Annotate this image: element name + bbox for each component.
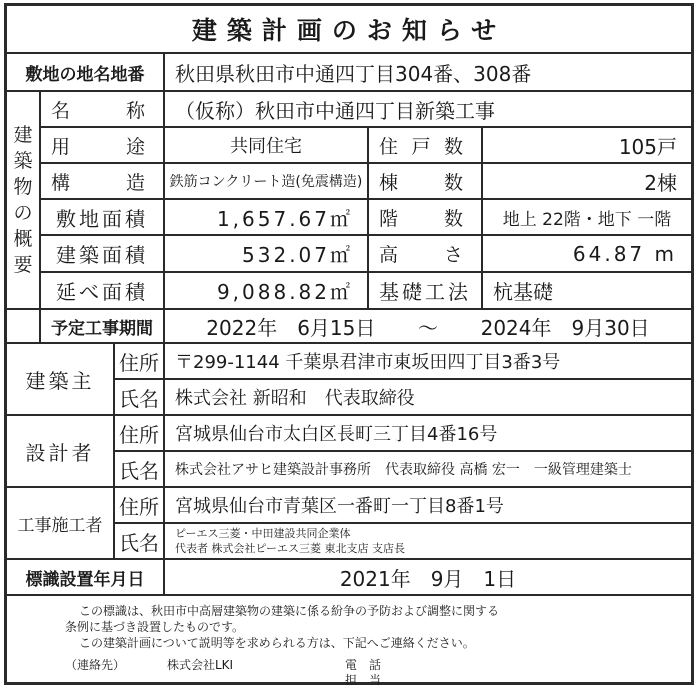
designer-name-text: 株式会社アサヒ建築設計事務所 代表取締役 高橋 宏一 一級管理建築士	[175, 462, 632, 478]
site-label	[7, 54, 165, 92]
designer-address-label-text: 住所	[119, 422, 159, 447]
period-label-text: 予定工事期間	[51, 318, 153, 339]
contractor-name	[165, 524, 691, 560]
overview-char: 建	[13, 124, 33, 146]
floors-label	[369, 200, 483, 236]
structure-label	[41, 164, 165, 200]
designer-name	[165, 452, 691, 488]
overview-char: 要	[13, 254, 33, 276]
owner-address	[165, 344, 691, 380]
contractor-address-label-text: 住所	[119, 494, 159, 519]
notes-section	[7, 596, 691, 687]
overview-char: 物	[13, 176, 33, 198]
period-value	[165, 310, 691, 344]
contractor-label	[7, 488, 115, 560]
phone-label: 電 話	[345, 658, 382, 672]
structure-label-char: 造	[125, 171, 145, 194]
contact-company: 株式会社LKI	[167, 658, 234, 672]
overview-char: の	[13, 202, 33, 224]
owner-address-label	[115, 344, 165, 380]
height-label-char: さ	[443, 244, 463, 266]
site-value-text: 秋田県秋田市中通四丁目304番、308番	[175, 61, 532, 86]
foundation-value-text: 杭基礎	[493, 280, 553, 304]
contractor-name-line2: 代表者 株式会社ピーエス三菱 東北支店 支店長	[175, 542, 406, 555]
contractor-name-label-text: 氏名	[119, 530, 159, 555]
use-value-text: 共同住宅	[230, 136, 302, 157]
designer-address	[165, 416, 691, 452]
site-area-value	[165, 200, 369, 236]
floors-value-text: 地上 22階・地下 一階	[502, 209, 672, 230]
designer-address-text: 宮城県仙台市太白区長町三丁目4番16号	[175, 424, 498, 445]
units-label-char: 住	[379, 135, 399, 158]
designer-address-label	[115, 416, 165, 452]
overview-vertical-label	[7, 92, 41, 310]
sign-date-value	[165, 560, 691, 596]
site-label-text: 敷地の地名地番	[25, 64, 145, 85]
floors-value	[483, 200, 691, 236]
floors-label-char: 数	[443, 207, 463, 230]
height-label-char: 高	[379, 244, 399, 266]
period-label	[41, 310, 165, 344]
use-label-char: 用	[51, 135, 71, 158]
owner-address-text: 〒299-1144 千葉県君津市東坂田四丁目3番3号	[175, 352, 561, 373]
owner-name-text: 株式会社 新昭和 代表取締役	[175, 388, 415, 409]
designer-name-label	[115, 452, 165, 488]
contractor-label-text: 工事施工者	[17, 515, 103, 536]
name-value-text: （仮称）秋田市中通四丁目新築工事	[175, 98, 495, 123]
owner-label	[7, 344, 115, 416]
buildings-value-text: 2棟	[644, 170, 677, 195]
structure-label-char: 構	[51, 171, 71, 194]
foundation-label-text: 基礎工法	[379, 280, 471, 304]
period-start: 2022年 6月15日	[206, 315, 376, 340]
foundation-value	[483, 273, 691, 310]
note-line-2: 条例に基づき設置したものです。	[65, 620, 245, 634]
units-label-char: 戸	[411, 135, 431, 158]
designer-name-label-text: 氏名	[119, 458, 159, 483]
contractor-name-line1: ピーエス三菱・中田建設共同企業体	[175, 527, 351, 540]
buildings-label	[369, 164, 483, 200]
overview-vertical-filler	[7, 310, 41, 344]
period-end: 2024年 9月30日	[480, 315, 650, 340]
name-label	[41, 92, 165, 128]
site-value	[165, 54, 691, 92]
sign-date-label-text: 標識設置年月日	[25, 569, 145, 590]
contact-label: （連絡先）	[65, 658, 126, 672]
owner-label-text: 建築主	[25, 368, 95, 393]
floor-area-label	[41, 273, 165, 310]
contractor-address	[165, 488, 691, 524]
units-value	[483, 128, 691, 164]
owner-name-label	[115, 380, 165, 416]
building-area-label	[41, 236, 165, 273]
units-label	[369, 128, 483, 164]
structure-value	[165, 164, 369, 200]
contractor-address-text: 宮城県仙台市青葉区一番町一丁目8番1号	[175, 496, 504, 517]
use-label	[41, 128, 165, 164]
name-label-char: 称	[125, 99, 145, 122]
owner-name-label-text: 氏名	[119, 386, 159, 411]
period-sep: 〜	[417, 315, 438, 340]
page-title-text: 建築計画のお知らせ	[191, 16, 507, 45]
buildings-label-char: 棟	[379, 171, 399, 194]
height-value	[483, 236, 691, 273]
floor-area-value-text: 9,088.82㎡	[216, 280, 353, 304]
note-line-1: この標識は、秋田市中高層建築物の建築に係る紛争の予防および調整に関する	[79, 604, 500, 618]
note-line-3: この建築計画について説明等を求められる方は、下記へご連絡ください。	[79, 636, 475, 650]
contractor-name-label	[115, 524, 165, 560]
floor-area-value	[165, 273, 369, 310]
height-label	[369, 236, 483, 273]
use-label-char: 途	[125, 135, 145, 158]
designer-label-text: 設計者	[25, 440, 95, 465]
building-area-value-text: 532.07㎡	[242, 243, 353, 267]
owner-name	[165, 380, 691, 416]
floors-label-char: 階	[379, 207, 399, 230]
site-area-label	[41, 200, 165, 236]
building-area-value	[165, 236, 369, 273]
designer-label	[7, 416, 115, 488]
sign-date-label	[7, 560, 165, 596]
units-label-char: 数	[443, 135, 463, 158]
overview-char: 概	[13, 228, 33, 250]
buildings-label-char: 数	[443, 171, 463, 194]
height-value-text: 64.87 m	[572, 241, 677, 266]
owner-address-label-text: 住所	[119, 350, 159, 375]
building-area-label-text: 建築面積	[56, 243, 148, 267]
notice-board	[4, 3, 694, 685]
overview-char: 築	[13, 150, 33, 172]
name-value	[165, 92, 691, 128]
sign-date-value-text: 2021年 9月 1日	[339, 566, 517, 591]
use-value	[165, 128, 369, 164]
page-title	[7, 6, 691, 54]
units-value-text: 105戸	[618, 134, 677, 159]
foundation-label	[369, 273, 483, 310]
buildings-value	[483, 164, 691, 200]
contractor-address-label	[115, 488, 165, 524]
structure-value-text: 鉄筋コンクリート造(免震構造)	[169, 174, 363, 190]
name-label-char: 名	[51, 99, 71, 122]
person-label: 担 当	[345, 673, 382, 687]
site-area-value-text: 1,657.67㎡	[216, 206, 353, 231]
site-area-label-text: 敷地面積	[56, 206, 148, 231]
floor-area-label-text: 延べ面積	[56, 280, 148, 304]
